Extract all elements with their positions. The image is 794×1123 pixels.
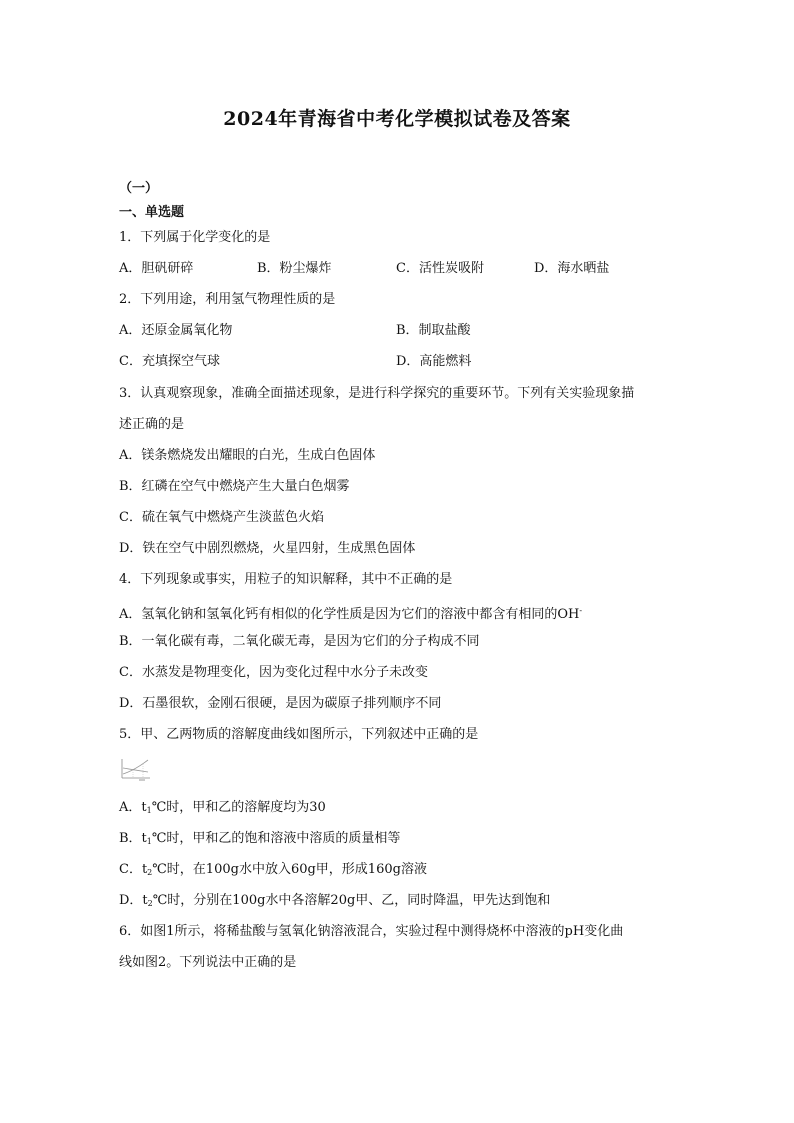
question-6-stem-line-1: 6．如图1所示，将稀盐酸与氢氧化钠溶液混合，实验过程中测得烧杯中溶液的pH变化曲 (119, 924, 624, 939)
question-3-stem-line-2: 述正确的是 (119, 417, 185, 432)
question-1-option-a: A．胆矾研碎 (119, 261, 194, 276)
part-label: （一） (119, 181, 159, 196)
question-3-option-d: D．铁在空气中剧烈燃烧，火星四射，生成黑色固体 (119, 541, 416, 556)
question-2-option-a: A．还原金属氧化物 (119, 323, 233, 338)
question-1-stem: 1．下列属于化学变化的是 (119, 230, 271, 245)
question-5-option-c: C．$t_2℃$时，在100g水中放入60g甲，形成160g溶液 (119, 862, 427, 877)
question-3-option-c: C．硫在氧气中燃烧产生淡蓝色火焰 (119, 510, 324, 525)
question-1-option-c: C．活性炭吸附 (396, 261, 484, 276)
question-5-stem: 5．甲、乙两物质的溶解度曲线如图所示，下列叙述中正确的是 (119, 727, 479, 742)
question-3-option-a: A．镁条燃烧发出耀眼的白光，生成白色固体 (119, 448, 376, 463)
solubility-curve-thumbnail (119, 756, 153, 782)
question-4-option-c: C．水蒸发是物理变化，因为变化过程中水分子未改变 (119, 665, 428, 680)
question-2-stem: 2．下列用途，利用氢气物理性质的是 (119, 292, 336, 307)
question-5-option-d: D．$t_2℃$时，分别在100g水中各溶解20g甲、乙，同时降温，甲先达到饱和 (119, 893, 551, 908)
question-6-stem-line-2: 线如图2。下列说法中正确的是 (119, 955, 297, 970)
question-3-option-b: B．红磷在空气中燃烧产生大量白色烟雾 (119, 479, 350, 494)
hydroxide-charge: - (579, 606, 583, 615)
question-1-option-b: B．粉尘爆炸 (257, 261, 332, 276)
question-3-stem-line-1: 3．认真观察现象，准确全面描述现象，是进行科学探究的重要环节。下列有关实验现象描 (119, 386, 635, 401)
question-4-option-b: B．一氧化碳有毒，二氧化碳无毒，是因为它们的分子构成不同 (119, 634, 480, 649)
page-title: 2024年青海省中考化学模拟试卷及答案 (223, 108, 571, 130)
question-1-option-d: D．海水晒盐 (534, 261, 610, 276)
question-4-option-a (119, 602, 582, 624)
question-5-option-b: B．$t_1℃$时，甲和乙的饱和溶液中溶质的质量相等 (119, 831, 401, 846)
question-4-stem: 4．下列现象或事实，用粒子的知识解释，其中不正确的是 (119, 572, 453, 587)
question-4-option-d: D．石墨很软，金刚石很硬，是因为碳原子排列顺序不同 (119, 696, 442, 711)
question-4-option-a-text: A．氢氧化钠和氢氧化钙有相似的化学性质是因为它们的溶液中都含有相同的OH (119, 607, 580, 622)
question-2-option-b: B．制取盐酸 (396, 323, 471, 338)
section-heading: 一、单选题 (119, 205, 185, 220)
question-2-option-d: D．高能燃料 (396, 354, 472, 369)
question-2-option-c: C．充填探空气球 (119, 354, 220, 369)
question-5-option-a: A．$t_1℃$时，甲和乙的溶解度均为30 (119, 800, 326, 815)
